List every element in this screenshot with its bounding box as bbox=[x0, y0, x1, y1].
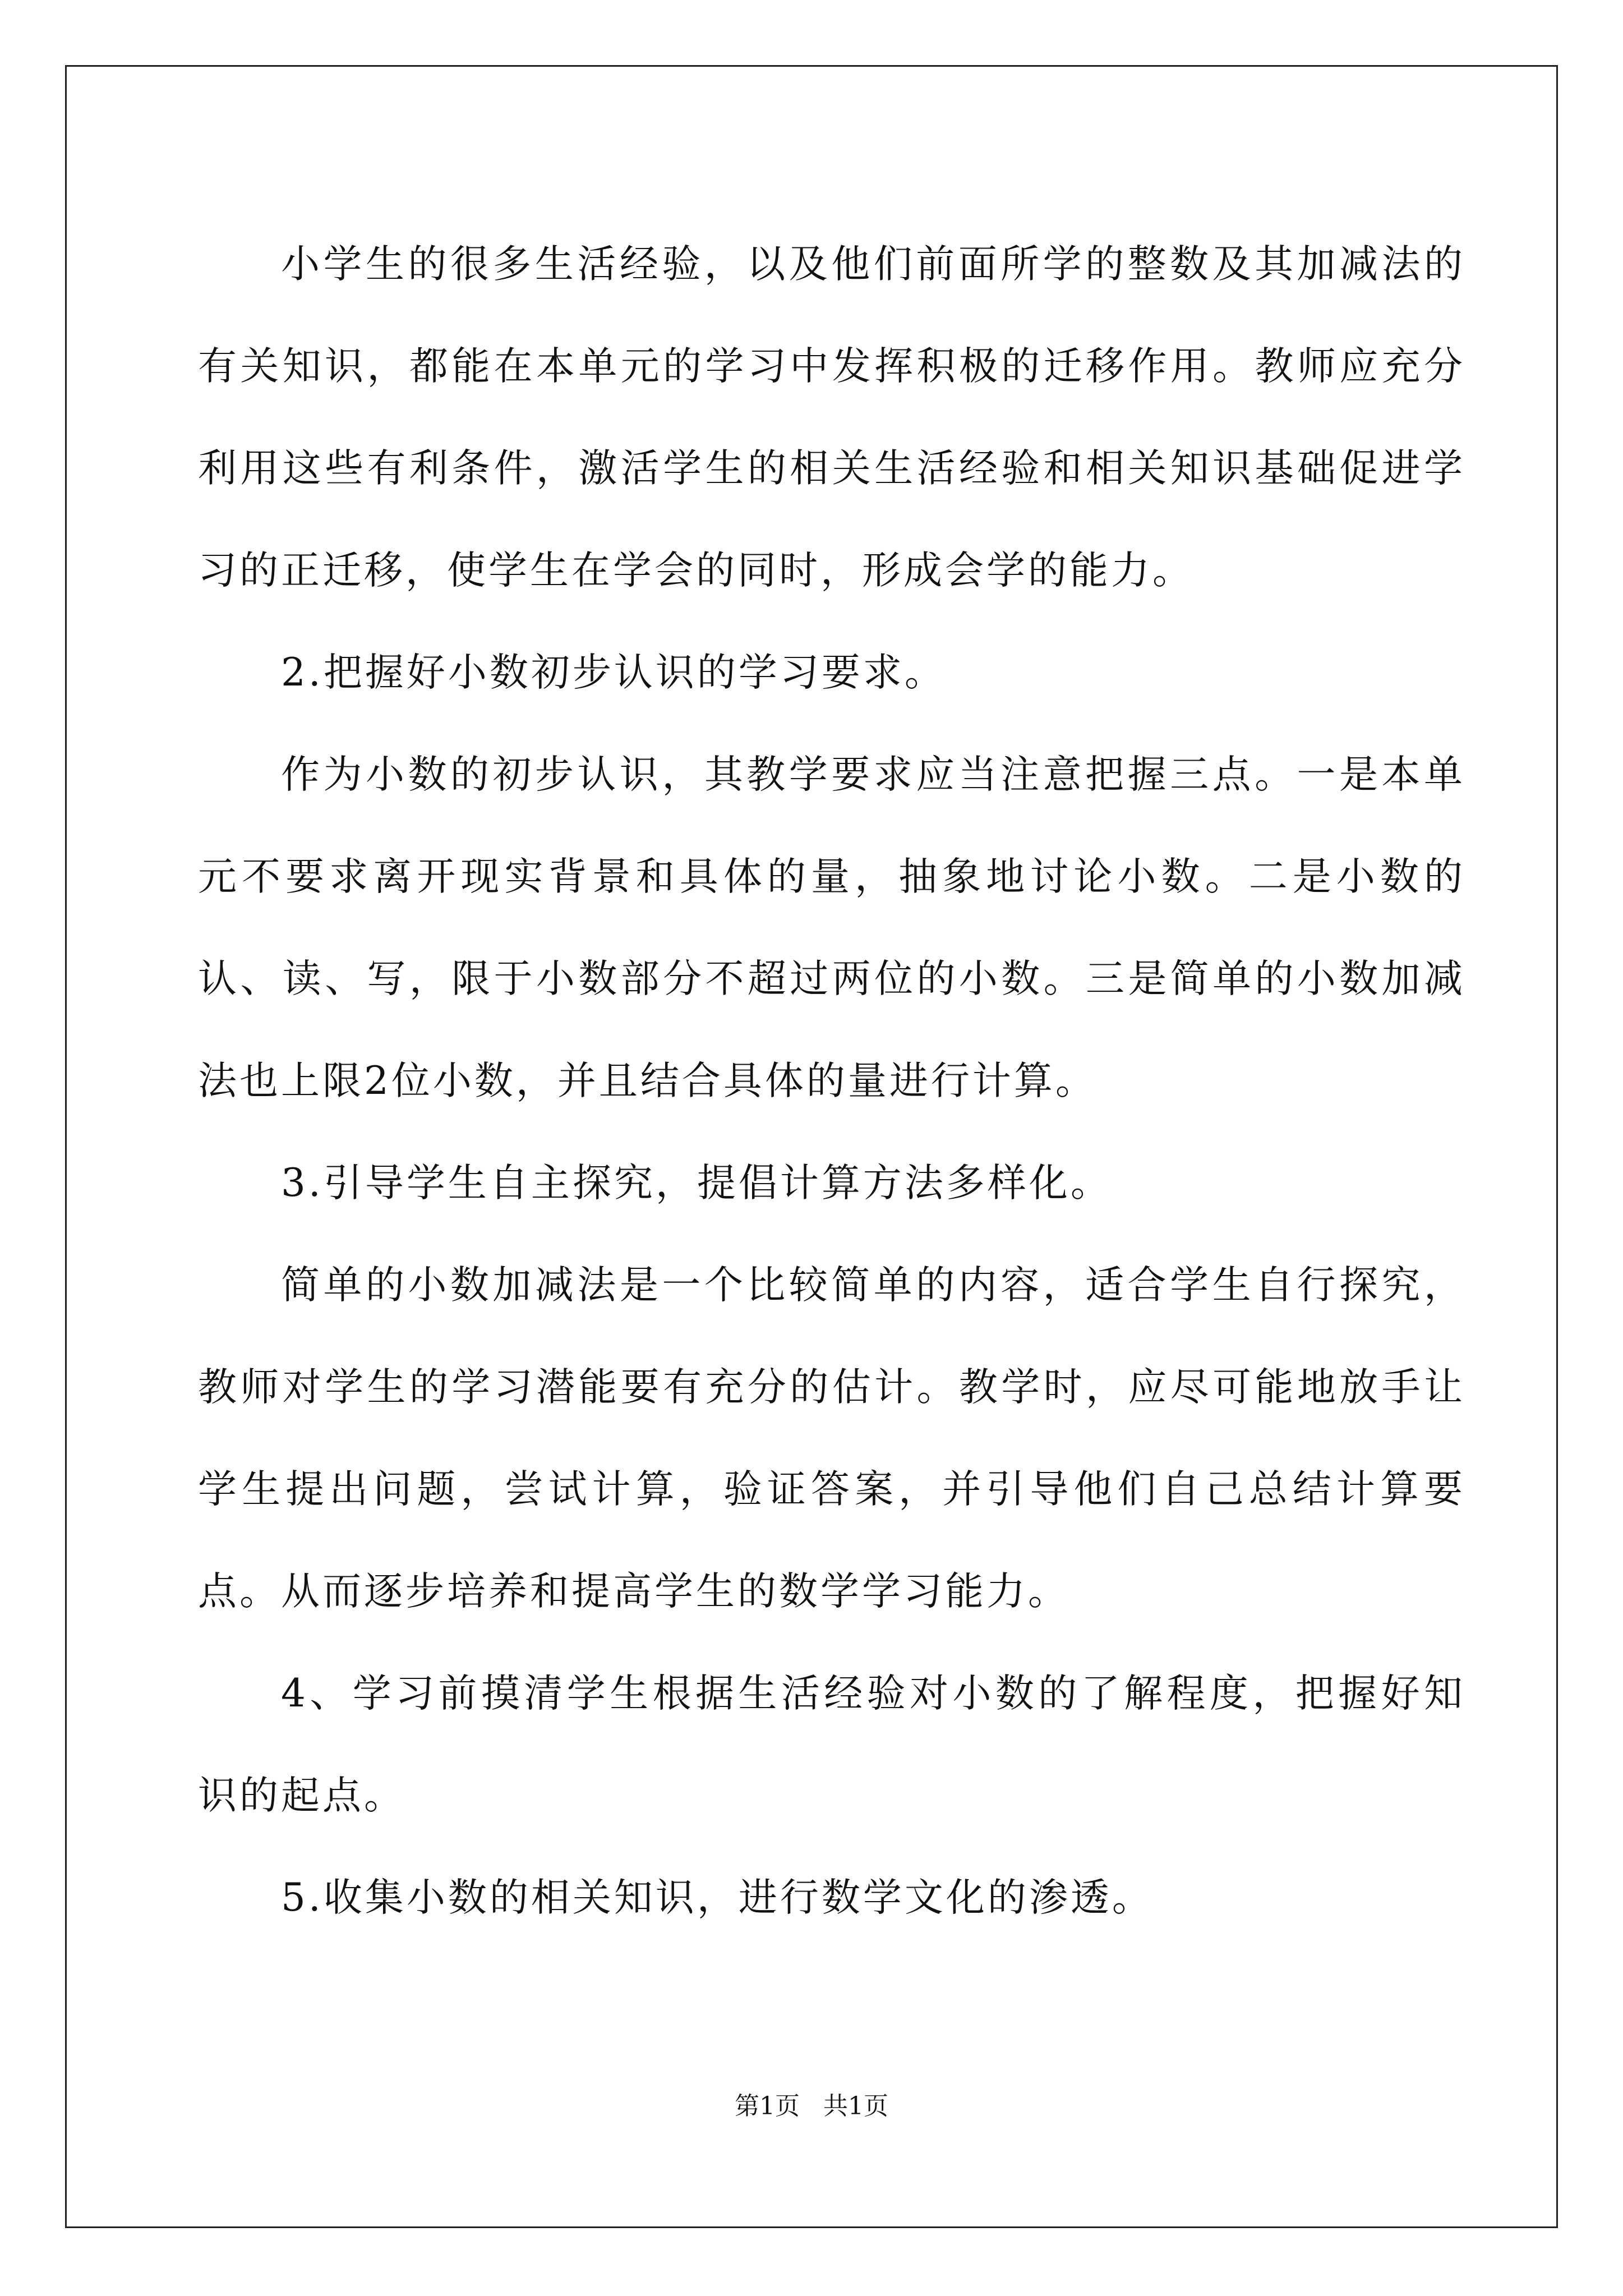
paragraph-teaching-requirements: 作为小数的初步认识，其教学要求应当注意把握三点。一是本单元不要求离开现实背景和具体的量，抽象地讨论小数。二是小数的认、读、写，限于小数部分不超过两位的小数。三是简单的小数加减法也上限2位小数，并且结合具体的量进行计算。 bbox=[198, 752, 1465, 1103]
paragraph-item-5: 5.收集小数的相关知识，进行数学文化的渗透。 bbox=[281, 1875, 1154, 1920]
paragraph-transfer-experience: 小学生的很多生活经验，以及他们前面所学的整数及其加减法的有关知识，都能在本单元的学习中发挥积极的迁移作用。教师应充分利用这些有利条件，激活学生的相关生活经验和相关知识基础促进学习的正迁移，使学生在学会的同时，形成会学的能力。 bbox=[198, 242, 1465, 593]
page-footer: 第1页 共1页 bbox=[735, 2092, 888, 2120]
paragraph-item-4: 4、学习前摸清学生根据生活经验对小数的了解程度，把握好知识的起点。 bbox=[198, 1671, 1465, 1818]
paragraph-self-exploration: 简单的小数加减法是一个比较简单的内容，适合学生自行探究，教师对学生的学习潜能要有充分的估计。教学时，应尽可能地放手让学生提出问题，尝试计算，验证答案，并引导他们自己总结计算要点。从而逐步培养和提高学生的数学学习能力。 bbox=[198, 1263, 1465, 1614]
paragraph-heading-3: 3.引导学生自主探究，提倡计算方法多样化。 bbox=[281, 1161, 1112, 1205]
document-body bbox=[198, 213, 1465, 1949]
paragraph-heading-2: 2.把握好小数初步认识的学习要求。 bbox=[281, 650, 946, 695]
